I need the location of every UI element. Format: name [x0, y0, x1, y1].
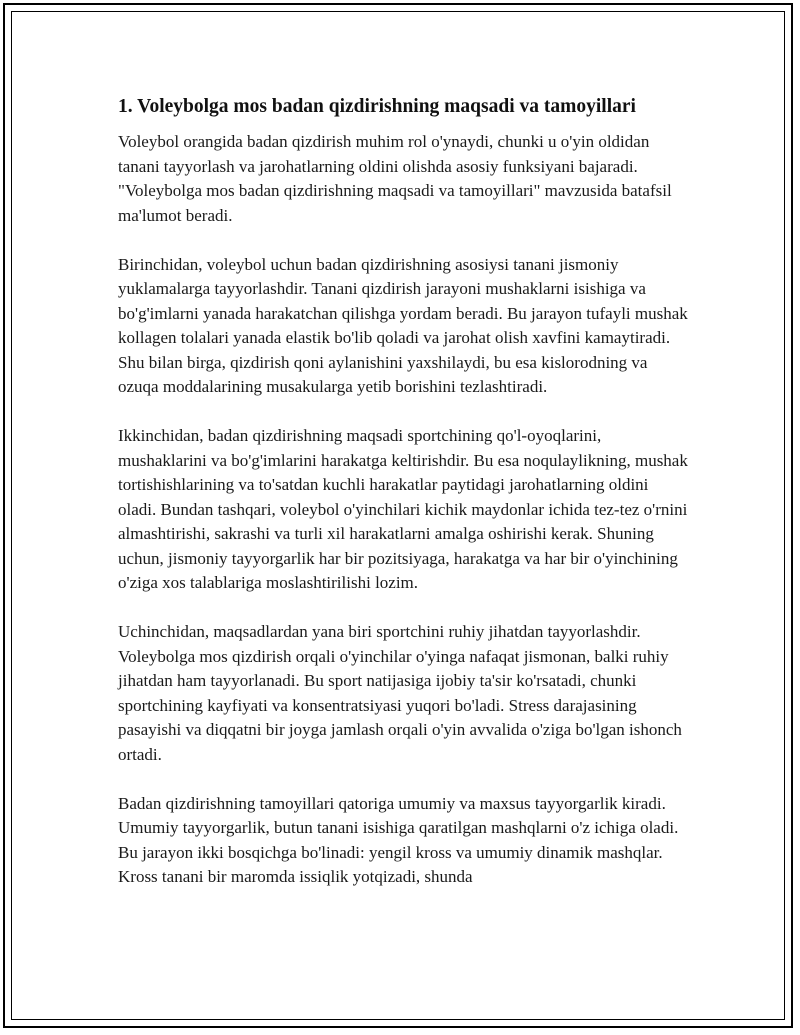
paragraph-2: Birinchidan, voleybol uchun badan qizdirishning asosiysi tanani jismoniy yuklamalarga tayyorlashdir. Tanani qizdirish jarayoni mushaklarni isishiga va bo'g'imlarni yanada harakatchan qilishga yordam beradi. Bu jarayon tufayli mushak kollagen tolalari yanada elastik bo'lib qoladi va jarohat olish xavfini kamaytiradi. Shu bilan birga, qizdirish qoni aylanishini yaxshilaydi, bu esa kislorodning va ozuqa moddalarining musakularga yetib borishini tezlashtiradi. — [118, 254, 688, 396]
paragraph-1: Voleybol orangida badan qizdirish muhim rol o'ynaydi, chunki u o'yin oldidan tanani tayyorlash va jarohatlarning oldini olishda asosiy funksiyani bajaradi. "Voleybolga mos badan qizdirishning maqsadi va tamoyillari" mavzusida batafsil ma'lumot beradi. — [118, 132, 672, 225]
section-heading: 1. Voleybolga mos badan qizdirishning maqsadi va tamoyillari — [118, 96, 636, 117]
paragraph-3: Ikkinchidan, badan qizdirishning maqsadi sportchining qo'l-oyoqlarini, mushaklarini va bo'g'imlarini harakatga keltirishdir. Bu esa noqulaylikning, mushak tortishishlarining va to'satdan kuchli harakatlar paytidagi jarohatlarning oldini oladi. Bundan tashqari, voleybol o'yinchilari kichik maydonlar ichida tez-tez o'rnini almashtirishi, sakrashi va turli xil harakatlarni amalga oshirishi kerak. Shuning uchun, jismoniy tayyorgarlik har bir pozitsiyaga, harakatga va har bir o'yinchining o'ziga xos talablariga moslashtirilishi lozim. — [118, 426, 688, 592]
document-body — [118, 95, 690, 914]
paragraph-5: Badan qizdirishning tamoyillari qatoriga umumiy va maxsus tayyorgarlik kiradi. Umumiy tayyorgarlik, butun tanani isishiga qaratilgan mashqlarni o'z ichiga oladi. Bu jarayon ikki bosqichga bo'linadi: yengil kross va umumiy dinamik mashqlar. Kross tanani bir maromda issiqlik yotqizadi, shunda — [118, 793, 679, 886]
paragraph-4: Uchinchidan, maqsadlardan yana biri sportchini ruhiy jihatdan tayyorlashdir. Voleybolga mos qizdirish orqali o'yinchilar o'yinga nafaqat jismonan, balki ruhiy jihatdan ham tayyorlanadi. Bu sport natijasiga ijobiy ta'sir ko'rsatadi, chunki sportchining kayfiyati va konsentratsiyasi yuqori bo'ladi. Stress darajasining pasayishi va diqqatni bir joyga jamlash orqali o'yin avvalida o'ziga bo'lgan ishonch ortadi. — [118, 622, 682, 764]
